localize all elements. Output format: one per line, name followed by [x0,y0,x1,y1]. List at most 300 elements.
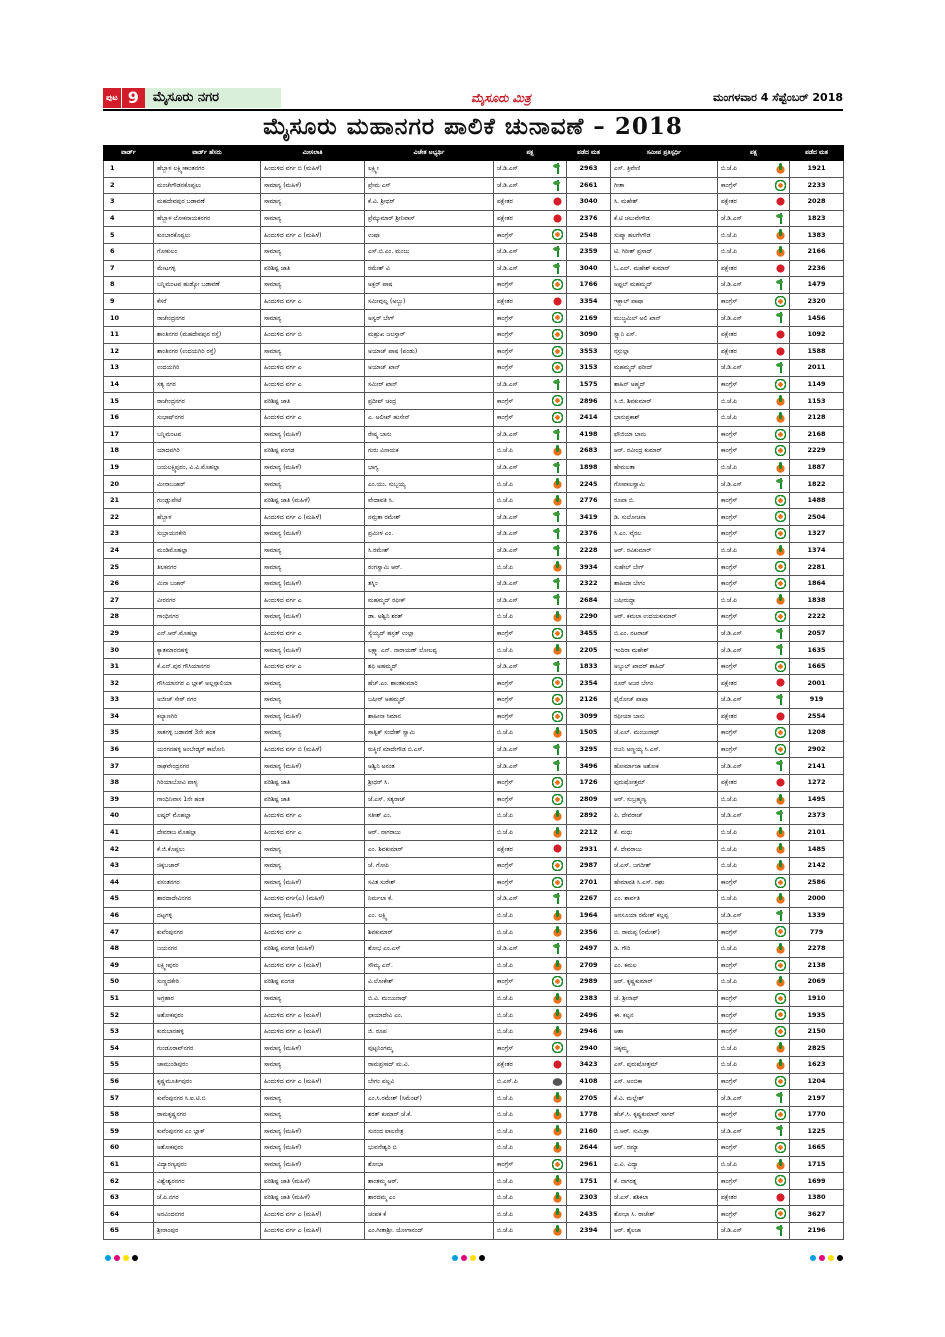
winner-name [365,990,494,1007]
reservation-text: ಸಾಮಾನ್ಯ [264,729,282,737]
runner-up-name-text: ಈ. ಕಲ್ಪನ [614,1011,634,1019]
winner-party-text: ಬಿ.ಜೆ.ಪಿ [497,613,513,621]
runner-up-name [611,476,718,493]
winner-name [365,293,494,310]
ward-number-text: 64 [110,1209,120,1218]
ward-name [154,642,261,659]
winner-party-text: ಬಿ.ಜೆ.ಪಿ [497,1127,513,1135]
ward-number-text: 28 [110,612,120,621]
farmer-icon [775,910,786,921]
runner-up-votes [790,857,844,874]
ward-name [154,1090,261,1107]
runner-up-party-text: ಜೆ.ಡಿ.ಎಸ್ [721,812,742,820]
registration-dot [837,1255,843,1261]
runner-up-name [611,343,718,360]
hand-icon [775,528,786,539]
winner-party [494,1189,567,1206]
winner-name [365,542,494,559]
winner-votes [567,1090,611,1107]
reservation [261,692,365,709]
ward-number-text: 27 [110,595,120,604]
winner-votes-text: 2496 [579,1010,598,1019]
hand-icon [775,1009,786,1020]
ward-name [154,758,261,775]
winner-party [494,1007,567,1024]
ward-number-text: 47 [110,927,120,936]
winner-votes-text: 2896 [579,396,598,405]
lotus-icon [775,1159,786,1170]
runner-up-party [718,1189,790,1206]
lotus-icon [552,611,563,622]
runner-up-votes-text: 2000 [807,894,826,903]
winner-votes [567,1007,611,1024]
ward-number [104,741,154,758]
winner-party [494,1023,567,1040]
runner-up-party-text: ಪಕ್ಷೇತರ [721,331,737,339]
table-row [104,526,844,543]
runner-up-name [611,609,718,626]
winner-votes [567,609,611,626]
winner-votes-text: 3153 [579,363,598,372]
reservation-text: ಪರಿಶಿಷ್ಟ ಜಾತಿ [264,397,291,405]
ward-name [154,260,261,277]
ward-number-text: 52 [110,1010,120,1019]
reservation-text: ಹಿಂದುಳಿದ ವರ್ಗ ಎ [264,812,302,820]
reservation-text: ಸಾಮಾನ್ಯ [264,1111,282,1119]
ward-number [104,658,154,675]
winner-party-text: ಬಿ.ಜೆ.ಪಿ [497,646,513,654]
winner-votes-text: 4198 [579,429,598,438]
winner-party [494,758,567,775]
winner-name-text: ನಿರ್ಮಲಾ ಕೆ. [368,895,393,903]
winner-name-text: ಶೋಭಾ [368,1160,384,1168]
winner-votes-text: 1964 [579,911,598,920]
runner-up-votes [790,658,844,675]
registration-dot [470,1255,476,1261]
table-row [104,1189,844,1206]
runner-up-party-text: ಬಿ.ಜೆ.ಪಿ [721,895,737,903]
winner-votes [567,575,611,592]
winner-votes [567,326,611,343]
table-row [104,492,844,509]
runner-up-votes-text: 2586 [807,877,826,886]
reservation-text: ಹಿಂದುಳಿದ ವರ್ಗ ಎ (ಮಹಿಳೆ) [264,1210,322,1218]
table-row [104,476,844,493]
ward-name [154,210,261,227]
winner-name-text: ಶ್ರೀಧರ್ ಸಿ. [368,779,390,787]
winner-name [365,161,494,178]
ward-name [154,393,261,410]
winner-votes-text: 2435 [579,1209,598,1218]
table-row [104,1223,844,1240]
runner-up-party-text: ಕಾಂಗ್ರೆಸ್ [721,1210,738,1218]
reservation-text: ಸಾಮಾನ್ಯ [264,347,282,355]
reservation-text: ಸಾಮಾನ್ಯ [264,696,282,704]
runner-up-party [718,907,790,924]
runner-up-party [718,542,790,559]
ward-number-text: 10 [110,313,120,322]
winner-votes [567,1040,611,1057]
reservation [261,1073,365,1090]
column-header: ವಿಜೇತ ಅಭ್ಯರ್ಥಿ [365,146,494,161]
runner-up-party [718,1057,790,1074]
reservation-text: ಹಿಂದುಳಿದ ವರ್ಗ ಎ [264,364,302,372]
reservation [261,260,365,277]
ward-number [104,592,154,609]
winner-party [494,443,567,460]
reservation-text: ಸಾಮಾನ್ಯ (ಮಹಿಳೆ) [264,1044,302,1052]
reservation-text: ಹಿಂದುಳಿದ ವರ್ಗ ಎ [264,629,302,637]
winner-name-text: ಜೆ. ಗೋಪಿ [368,862,389,870]
winner-party [494,1173,567,1190]
runner-up-name-text: ಸುಷ್ಮಾ ಹಲಗೇಗೌಡ [614,231,651,239]
ward-name-text: ಕುವೆಂಪುನಗರ ಎಂ ಬ್ಲಾಕ್ [157,1127,205,1135]
ward-name [154,791,261,808]
runner-up-votes [790,874,844,891]
runner-up-name [611,1223,718,1240]
ward-name-text: ಗಿರಿಯಾಬೋವಿ ಪಾಳ್ಯ [157,779,198,787]
winner-party [494,1040,567,1057]
winner-party-text: ಕಾಂಗ್ರೆಸ್ [497,364,514,372]
runner-up-party [718,492,790,509]
winner-votes [567,1057,611,1074]
winner-votes-text: 3040 [579,263,598,272]
runner-up-party-text: ಕಾಂಗ್ರೆಸ್ [721,994,738,1002]
runner-up-name-text: ಟಿ. ಗಿರೀಶ್ ಪ್ರಸಾದ್ [614,248,653,256]
ward-number-text: 15 [110,396,120,405]
runner-up-name-text: ಜೆ.ಎಸ್. ಜಗದೀಶ್ [614,862,652,870]
hand-icon [552,279,563,290]
runner-up-name-text: ಸಿ.ಎಂ. ವೈರಲ [614,530,642,538]
winner-votes-text: 3423 [579,1060,598,1069]
runner-up-party-text: ಬಿ.ಜೆ.ಪಿ [721,414,737,422]
winner-votes [567,194,611,211]
hand-icon [552,329,563,340]
runner-up-votes-text: 1225 [807,1126,826,1135]
table-row [104,177,844,194]
reservation [261,509,365,526]
winner-name [365,227,494,244]
winner-name [365,1156,494,1173]
runner-up-votes [790,708,844,725]
runner-up-votes [790,1140,844,1157]
runner-up-party-text: ಕಾಂಗ್ರೆಸ್ [721,1028,738,1036]
reservation-text: ಸಾಮಾನ್ಯ [264,1061,282,1069]
runner-up-party [718,675,790,692]
ward-number [104,310,154,327]
winner-votes-text: 2354 [579,678,598,687]
runner-up-party [718,1206,790,1223]
reservation-text: ಹಿಂದುಳಿದ ವರ್ಗ ಎ (ಮಹಿಳೆ) [264,513,322,521]
winner-name-text: ಭುವನೇಶ್ವರಿ ಬಿ [368,1144,397,1152]
table-row [104,857,844,874]
ward-number [104,758,154,775]
runner-up-votes-text: 2236 [807,263,826,272]
ward-name-text: ಚಾಮುಂಡಿಪುರಂ [157,1061,188,1069]
winner-votes-text: 3295 [579,745,598,754]
runner-up-votes [790,161,844,178]
ward-number [104,343,154,360]
winner-name-text: ರಮೇಶ್ ವಿ [368,264,390,272]
winner-party [494,625,567,642]
ward-name-text: ಮಂಚೇಗೌಡನಕೊಪ್ಪಲು [157,181,201,189]
winner-party-text: ಪಕ್ಷೇತರ [497,198,513,206]
ward-name-text: ಕುವೆಂಪುನಗರ [157,928,183,936]
lotus-icon [552,1192,563,1203]
hand-icon [552,711,563,722]
runner-up-name [611,1073,718,1090]
winner-votes [567,1223,611,1240]
runner-up-name [611,692,718,709]
runner-up-votes-text: 2902 [807,745,826,754]
runner-up-party-text: ಕಾಂಗ್ರೆಸ್ [721,961,738,969]
runner-up-name [611,1123,718,1140]
reservation-text: ಹಿಂದುಳಿದ ವರ್ಗ ಎ [264,663,302,671]
runner-up-name-text: ಆರ್. ಸುಬ್ರಹ್ಮಣ್ಯ [614,795,647,803]
reservation-text: ಪರಿಶಿಷ್ಟ ಜಾತಿ [264,779,291,787]
runner-up-votes-text: 2281 [807,562,826,571]
ward-number-text: 13 [110,363,120,372]
runner-up-party-text: ಬಿ.ಜೆ.ಪಿ [721,829,737,837]
winner-votes [567,658,611,675]
runner-up-party-text: ಕಾಂಗ್ರೆಸ್ [721,729,738,737]
runner-up-name [611,1189,718,1206]
winner-party [494,426,567,443]
ward-number-text: 42 [110,844,120,853]
winner-votes-text: 3419 [579,512,598,521]
hand-icon [775,561,786,572]
table-row [104,1090,844,1107]
winner-name-text: ತಸ್ನಿಂ [368,580,378,588]
winner-party-text: ಬಿ.ಜೆ.ಪಿ [497,994,513,1002]
runner-up-name-text: ಪುರುಷೋತ್ತಮ್ [614,779,646,787]
ward-number [104,940,154,957]
ward-name-text: ಕಲ್ಯಾಣಗಿರಿ [157,712,178,720]
winner-party-text: ಬಿ.ಜೆ.ಪಿ [497,928,513,936]
runner-up-name-text: ಎಂ. ಶಾರ್ವತಿ [614,895,640,903]
runner-up-votes-text: 2057 [807,628,826,637]
hand-icon [552,976,563,987]
runner-up-party-text: ಜೆ.ಡಿ.ಎಸ್ [721,215,742,223]
runner-up-party-text: ಬಿ.ಜೆ.ಪಿ [721,546,737,554]
winner-votes-text: 2356 [579,927,598,936]
runner-up-name-text: ಆರ್. ಕಮಲಾ ಉದಯಕುಮಾರ್ [614,613,677,621]
winner-name [365,343,494,360]
runner-up-name [611,161,718,178]
runner-up-votes [790,310,844,327]
ward-number [104,1206,154,1223]
runner-up-name [611,310,718,327]
runner-up-party [718,227,790,244]
reservation-text: ಸಾಮಾನ್ಯ (ಮಹಿಳೆ) [264,912,302,920]
reservation [261,1140,365,1157]
runner-up-votes-text: 2197 [807,1093,826,1102]
runner-up-name [611,625,718,642]
reservation-text: ಸಾಮಾನ್ಯ (ಮಹಿಳೆ) [264,181,302,189]
table-row [104,343,844,360]
ward-name-text: ಅಗ್ರಹಾರ [157,994,174,1002]
hand-icon [552,877,563,888]
column-header: ಪಡೆದ ಮತ [790,146,844,161]
farmer-icon [552,578,563,589]
runner-up-votes-text: 1864 [807,579,826,588]
lotus-icon [552,960,563,971]
runner-up-name [611,924,718,941]
runner-up-name [611,940,718,957]
winner-name-text: ಸಮೀರ್ ಖಾನ್ [368,381,398,389]
winner-party [494,210,567,227]
farmer-icon [552,594,563,605]
ward-number [104,1073,154,1090]
runner-up-votes-text: 1204 [807,1076,826,1085]
runner-up-name-text: ಶಾಹೀದಾ ಬೇಗಂ [614,580,646,588]
runner-up-votes-text: 1935 [807,1010,826,1019]
runner-up-name-text: ಆರ್. ರವೀಂದ್ರ ಕುಮಾರ್ [614,447,662,455]
winner-name-text: ಎಸ್.ಬಿ.ಎಂ. ಮಂಜು [368,248,410,256]
lotus-icon [552,478,563,489]
reservation-text: ಪರಿಶಿಷ್ಟ ಪಂಗಡ [264,978,295,986]
winner-party-text: ಕಾಂಗ್ರೆಸ್ [497,1044,514,1052]
runner-up-party [718,725,790,742]
winner-votes-text: 2205 [579,645,598,654]
farmer-icon [775,478,786,489]
reservation-text: ಸಾಮಾನ್ಯ [264,248,282,256]
runner-up-name [611,509,718,526]
runner-up-party-text: ಪಕ್ಷೇತರ [721,679,737,687]
winner-name-text: ಚಂಪಕ ಕೆ [368,1210,387,1218]
table-row [104,758,844,775]
runner-up-votes-text: 2101 [807,828,826,837]
ward-name [154,857,261,874]
winner-party [494,376,567,393]
reservation [261,841,365,858]
runner-up-votes [790,1106,844,1123]
runner-up-party-text: ಜೆ.ಡಿ.ಎಸ್ [721,1094,742,1102]
winner-name [365,1173,494,1190]
ward-name [154,625,261,642]
page-indicator [103,88,281,108]
runner-up-name [611,293,718,310]
reservation-text: ಸಾಮಾನ್ಯ [264,679,282,687]
ward-number [104,559,154,576]
ward-number [104,1173,154,1190]
runner-up-name-text: ಡಿ. ಗೌರಿ [614,945,631,953]
runner-up-votes-text: 1339 [807,911,826,920]
runner-up-party-text: ಕಾಂಗ್ರೆಸ್ [721,530,738,538]
runner-up-party [718,326,790,343]
ward-name-text: ಮಂಡಿಮೊಹಲ್ಲಾ [157,546,188,554]
winner-party-text: ಕಾಂಗ್ರೆಸ್ [497,679,514,687]
runner-up-name [611,1023,718,1040]
winner-votes [567,343,611,360]
runner-up-name-text: ಇಕ್ಬಾಲ್ ಪಾಷಾ [614,298,644,306]
page-label: ಪುಟ [103,88,121,108]
runner-up-votes [790,758,844,775]
runner-up-name-text: ಎ.ವಿ. ವಿದ್ಯಾ [614,1160,639,1168]
registration-dot [810,1255,816,1261]
ward-name [154,907,261,924]
table-row [104,459,844,476]
runner-up-votes-text: 2069 [807,977,826,986]
runner-up-name-text: ರಜನಿ ಅಣ್ಣಯ್ಯ ಸಿ.ಎಸ್. [614,746,661,754]
ward-number-text: 9 [110,297,115,306]
lotus-icon [552,445,563,456]
winner-votes [567,841,611,858]
lotus-icon [552,1026,563,1037]
runner-up-votes [790,360,844,377]
runner-up-votes-text: 1153 [807,396,826,405]
ward-number-text: 33 [110,695,120,704]
winner-name [365,177,494,194]
runner-up-votes [790,808,844,825]
ward-number-text: 49 [110,960,120,969]
winner-party [494,227,567,244]
winner-votes-text: 2940 [579,1043,598,1052]
winner-votes [567,592,611,609]
runner-up-party [718,409,790,426]
reservation [261,592,365,609]
runner-up-party-text: ಕಾಂಗ್ರೆಸ್ [721,513,738,521]
winner-votes-text: 2989 [579,977,598,986]
lotus-icon [775,462,786,473]
lotus-icon [552,827,563,838]
ward-number-text: 22 [110,512,120,521]
runner-up-name-text: ಕೆ. ನಾಗರತ್ನ [614,1177,637,1185]
reservation [261,642,365,659]
ward-number-text: 30 [110,645,120,654]
runner-up-votes [790,575,844,592]
winner-party [494,326,567,343]
reservation [261,492,365,509]
winner-party-text: ಬಿ.ಎಸ್.ಪಿ [497,1077,518,1085]
winner-name-text: ಶರತ್ ಕುಮಾರ್ ಜೆ.ಕೆ. [368,1111,412,1119]
runner-up-votes-text: 1715 [807,1159,826,1168]
ward-number-text: 2 [110,180,115,189]
winner-party [494,1156,567,1173]
winner-party [494,194,567,211]
ward-name [154,476,261,493]
ward-name [154,1106,261,1123]
winner-name [365,758,494,775]
winner-name-text: ಲಕ್ಷ್ಮಾ ಎನ್. ನಾರಾಯಣ್ ಲೋಲಪ್ಪ [368,646,437,654]
winner-votes-text: 1751 [579,1176,598,1185]
reservation [261,293,365,310]
ward-name-text: ರಾಘವೇಂದ್ರನಗರ [157,762,190,770]
ward-name-text: ಲಷ್ಕರ್ ಮೊಹಲ್ಲಾ [157,812,192,820]
runner-up-name [611,990,718,1007]
ward-number [104,426,154,443]
reservation-text: ಹಿಂದುಳಿದ ವರ್ಗ ಎ (ಮಹಿಳೆ) [264,1028,322,1036]
winner-name [365,1023,494,1040]
ward-name-text: ಸತ್ಯ ನಗರ [157,381,176,389]
runner-up-votes [790,476,844,493]
winner-party-text: ಬಿ.ಜೆ.ಪಿ [497,1227,513,1235]
independent-symbol-icon [775,329,786,340]
runner-up-name-text: ಬಿ. ರಾಮಪ್ಪ (ರಮೇಶ್) [614,928,660,936]
winner-party-text: ಜೆ.ಡಿ.ಎಸ್ [497,596,518,604]
winner-name-text: ರೇಷ್ಮ ಬಾನು [368,430,392,438]
lotus-icon [775,163,786,174]
winner-votes [567,1023,611,1040]
runner-up-name-text: ಸುಹೇಲ್ ಬೇಗ್ [614,563,645,571]
ward-name [154,1206,261,1223]
runner-up-party [718,658,790,675]
hand-icon [552,1042,563,1053]
runner-up-party-text: ಕಾಂಗ್ರೆಸ್ [721,1177,738,1185]
winner-party-text: ಬಿ.ಜೆ.ಪಿ [497,563,513,571]
winner-name [365,194,494,211]
hand-icon [552,412,563,423]
